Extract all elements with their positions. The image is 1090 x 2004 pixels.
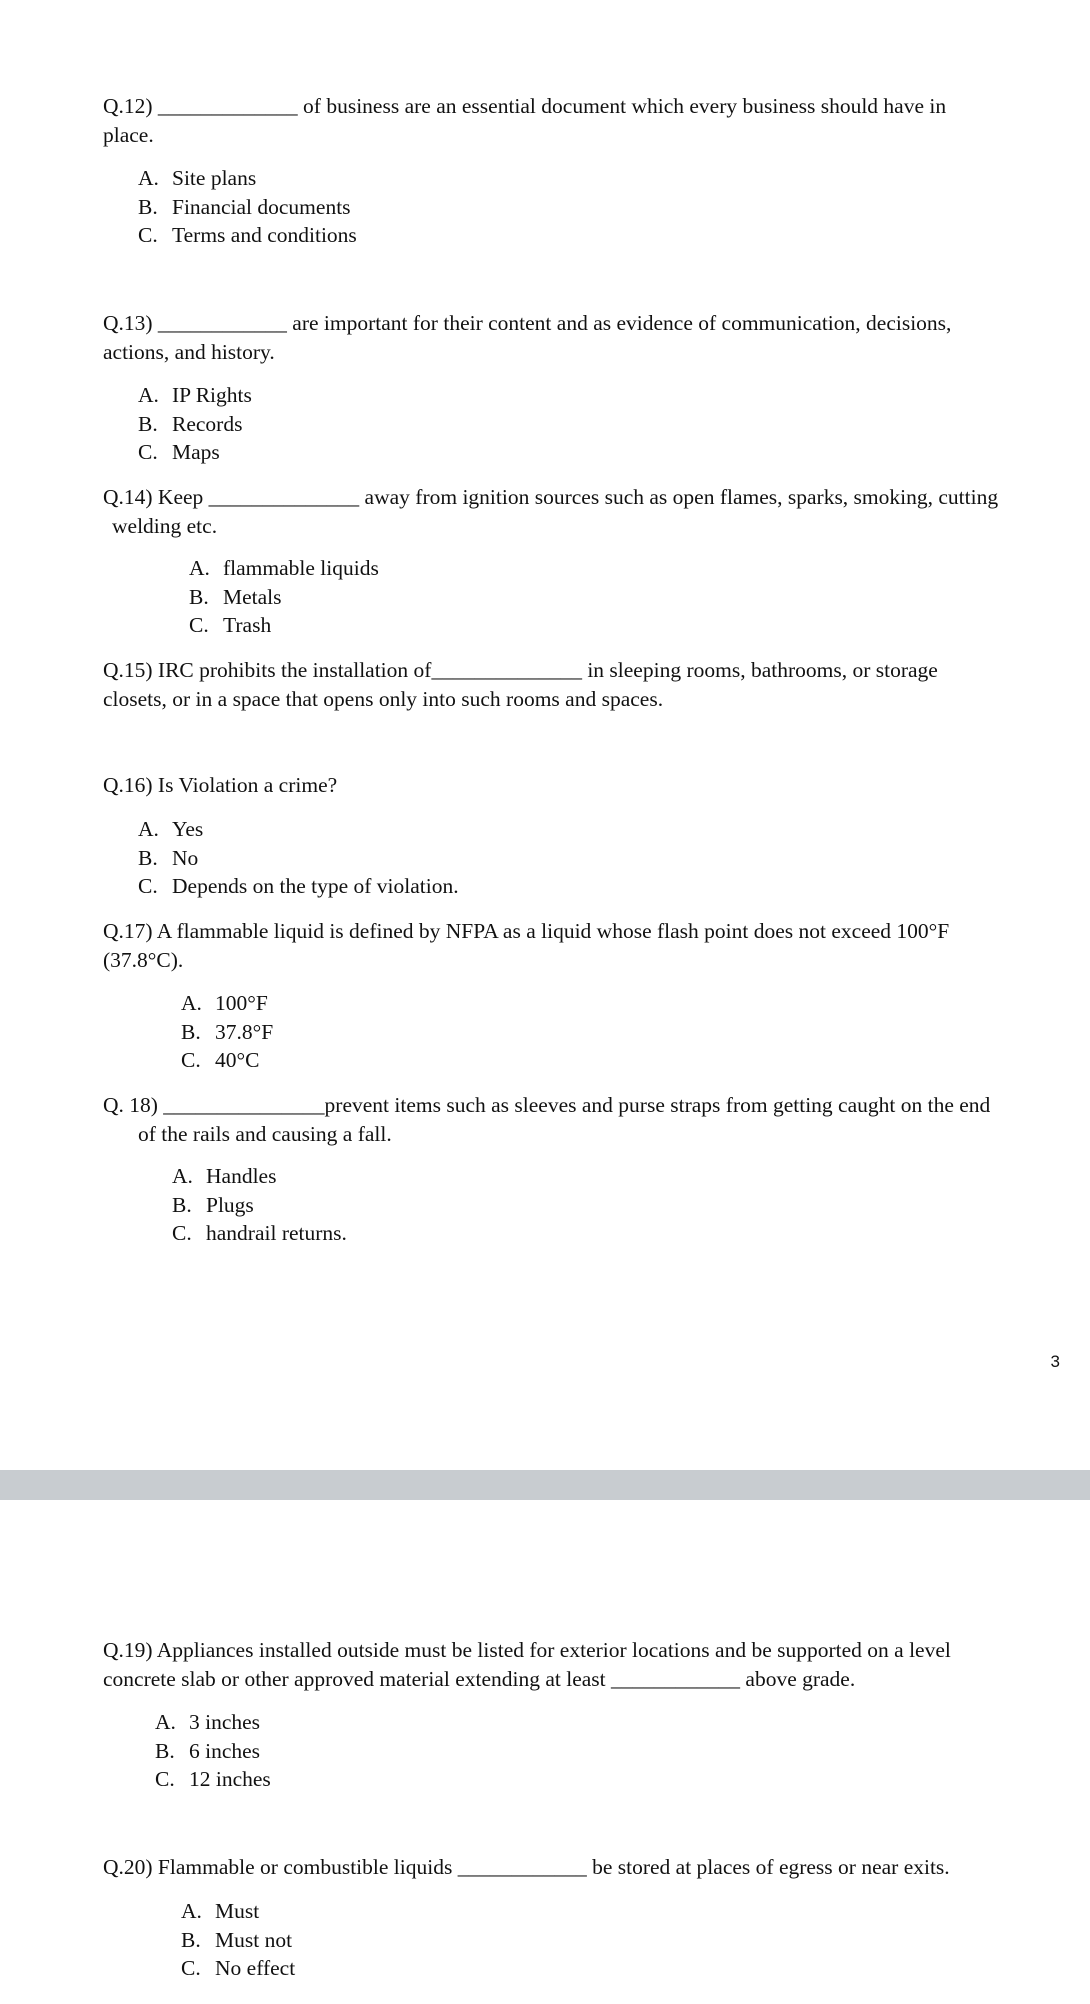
question-17-line1: Q.17) A flammable liquid is defined by NFPA as a liquid whose flash point does not exceed 100°F bbox=[103, 919, 950, 943]
question-19-line1: Q.19) Appliances installed outside must be listed for exterior locations and be supported on a level bbox=[103, 1638, 951, 1662]
question-16-options bbox=[138, 815, 459, 901]
question-18 bbox=[103, 1091, 1063, 1149]
option-b: B. Must not bbox=[181, 1927, 293, 1952]
option-b: B. Metals bbox=[189, 584, 282, 609]
question-16 bbox=[103, 771, 1063, 800]
question-15-line2: closets, or in a space that opens only into such rooms and spaces. bbox=[103, 687, 664, 711]
option-c: C. Depends on the type of violation. bbox=[138, 874, 459, 899]
question-20-line1: Q.20) Flammable or combustible liquids ____________ be stored at places of egress or near exits. bbox=[103, 1855, 950, 1879]
option-a: A. flammable liquids bbox=[189, 556, 379, 580]
option-c: C. 40°C bbox=[181, 1048, 260, 1073]
question-15-line1: Q.15) IRC prohibits the installation of______________ in sleeping rooms, bathrooms, or storage bbox=[103, 658, 938, 682]
option-b: B. 6 inches bbox=[155, 1738, 261, 1763]
option-a: A. Yes bbox=[138, 817, 204, 841]
question-15 bbox=[103, 656, 1063, 714]
question-16-line1: Q.16) Is Violation a crime? bbox=[103, 773, 338, 797]
option-b: B. Records bbox=[138, 411, 243, 436]
question-13 bbox=[103, 309, 1063, 367]
option-a: A. Site plans bbox=[138, 166, 257, 190]
question-17 bbox=[103, 917, 1063, 975]
question-19 bbox=[103, 1636, 1063, 1694]
question-18-line1: Q. 18) _______________prevent items such as sleeves and purse straps from getting caught on the end bbox=[103, 1093, 991, 1117]
option-b: B. 37.8°F bbox=[181, 1019, 274, 1044]
option-a: A. Must bbox=[181, 1899, 260, 1923]
question-20 bbox=[103, 1853, 1063, 1882]
question-18-line2: of the rails and causing a fall. bbox=[138, 1122, 392, 1146]
question-12-line1: Q.12) _____________ of business are an essential document which every business should have in bbox=[103, 94, 947, 118]
question-19-line2: concrete slab or other approved material extending at least ____________ above grade. bbox=[103, 1667, 856, 1691]
question-12-line2: place. bbox=[103, 123, 154, 147]
question-20-options bbox=[181, 1897, 295, 1983]
option-c: C. 12 inches bbox=[155, 1767, 271, 1792]
option-a: A. 3 inches bbox=[155, 1710, 261, 1734]
option-b: B. Financial documents bbox=[138, 194, 351, 219]
question-12-options bbox=[138, 164, 357, 250]
question-17-options bbox=[181, 989, 273, 1075]
question-17-line2: (37.8°C). bbox=[103, 948, 184, 972]
question-12 bbox=[103, 92, 1063, 150]
option-c: C. No effect bbox=[181, 1956, 296, 1981]
page-number: 3 bbox=[1050, 1352, 1060, 1371]
question-14 bbox=[103, 483, 1063, 541]
option-c: C. handrail returns. bbox=[172, 1221, 347, 1246]
question-19-options bbox=[155, 1708, 271, 1794]
option-a: A. IP Rights bbox=[138, 383, 252, 407]
option-a: A. 100°F bbox=[181, 991, 268, 1015]
question-13-line1: Q.13) ____________ are important for their content and as evidence of communication, decisions, bbox=[103, 311, 952, 335]
question-14-line2: welding etc. bbox=[112, 514, 218, 538]
option-a: A. Handles bbox=[172, 1164, 277, 1188]
option-c: C. Trash bbox=[189, 613, 272, 638]
option-b: B. Plugs bbox=[172, 1192, 254, 1217]
option-c: C. Terms and conditions bbox=[138, 223, 357, 248]
option-c: C. Maps bbox=[138, 440, 220, 465]
question-13-options bbox=[138, 381, 252, 467]
question-18-options bbox=[172, 1162, 347, 1248]
page-divider bbox=[0, 1470, 1090, 1500]
question-14-options bbox=[189, 554, 379, 640]
question-14-line1: Q.14) Keep ______________ away from ignition sources such as open flames, sparks, smoking, cutting bbox=[103, 485, 999, 509]
option-b: B. No bbox=[138, 845, 199, 870]
question-13-line2: actions, and history. bbox=[103, 340, 275, 364]
